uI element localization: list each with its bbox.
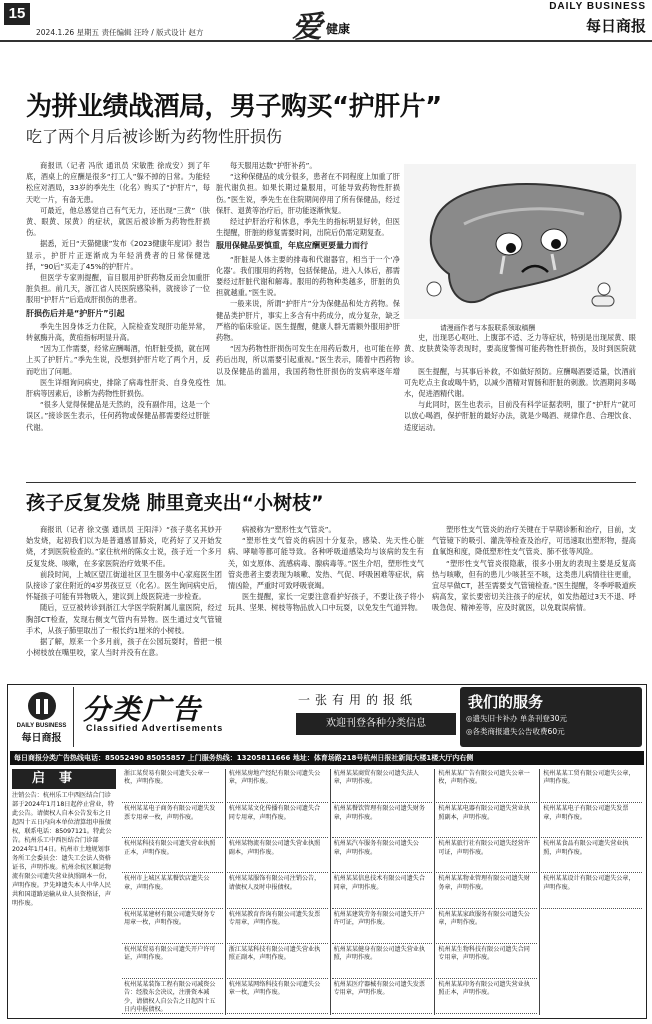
story1-subhead: 吃了两个月后被诊断为药物性肝损伤 <box>26 127 283 146</box>
notice-item: 杭州某教育咨询有限公司遗失发票专用章，声明作废。 <box>227 910 328 944</box>
ad-subtitle: Classified Advertisements <box>86 723 224 733</box>
service-line: ◎遗失旧卡补办 单条刊登30元 <box>466 714 567 723</box>
paper-name: 每日商报 <box>585 17 646 35</box>
logo-paper: 每日商报 <box>21 733 62 744</box>
story1-col2 <box>216 160 400 478</box>
services-title: 我们的服务 <box>468 693 544 711</box>
notice-item: 杭州某旅行社有限公司遗失经营许可证，声明作废。 <box>436 839 537 873</box>
para: 商报讯（记者 冯欣 通讯员 宋敏胜 徐成安）到了年底，酒桌上的应酬是很多“打工人”躲不掉的日常。为能轻松应对酒局，33岁的季先生（化名）购买了“护肝片”，每天吃一片，有备无患。 <box>26 161 210 204</box>
para: “肝脏是人体主要的排毒和代谢器官，相当于一个‘净化器’。我们服用的药物，包括保健品，进入人体后，都需要经过肝脏代谢和解毒。服用的药物种类越多，肝脏的负担就越重。”医生说。 <box>216 254 400 298</box>
para: 一般来说，所谓“护肝片”分为保健品和处方药物。保健品类护肝片，事实上多含有中药成分，成分复杂，缺乏严格的临床验证。医生提醒，健康人群无需额外服用护肝药物。 <box>216 299 400 343</box>
services-box <box>460 687 642 747</box>
para: 但医学专家则提醒，盲目服用护肝药物反而会加重肝脏负担。前几天，浙江省人民医院感染科，就接诊了一位服用“护肝片”后造成肝损伤的患者。 <box>26 273 210 305</box>
ad-title: 分类广告 <box>82 693 203 726</box>
para: 每天服用达数“护肝补药”。 <box>230 161 317 170</box>
para: 史，出现恶心呕吐、上腹部不适、乏力等症状，特别是出现尿黄、眼黄、皮肤黄染等表现时，要高度警惕可能药物性肝损伤，及时到医院就诊。 <box>404 333 636 365</box>
para: “塑形性支气管炎很隐蔽，很多小朋友的表现主要是反复高热与咳嗽，但有的患儿少咳甚至不咳，这类患儿病情往往更重，宜尽早做CT，甚至需要支气管镜检查。”医生提醒，冬季呼吸道疾病高发，家长要密切关注孩子的症状，如发热超过3天不退、呼吸急促、精神差等，应及时就医，以免耽误病情。 <box>432 558 636 613</box>
para: “因为药物性肝损伤可发生在用药后数月，也可能在停药后出现，所以需要引起重视。”医生表示，随着中西药物以及保健品的滥用，我国药物性肝损伤的发病率逐年增加。 <box>216 344 400 387</box>
para: 医生提醒，家长一定要注意看护好孩子，不要让孩子将小玩具、坚果、树枝等物品放入口中玩耍，以免发生气道异物。 <box>228 592 424 613</box>
notice-item: 杭州某某物业管理有限公司遗失财务章，声明作废。 <box>436 874 537 908</box>
notice-item: 杭州某某服饰有限公司注销公告，请债权人及时申报债权。 <box>227 874 328 908</box>
dateline: 2024.1.26 星期五 责任编辑 汪玲 / 版式设计 赵方 <box>36 28 204 37</box>
notice-item: 杭州某房地产经纪有限公司遗失公章，声明作废。 <box>227 769 328 803</box>
page-number: 15 <box>4 3 30 25</box>
notice-item: 杭州某科技有限公司遗失营业执照正本，声明作废。 <box>122 839 223 873</box>
story2-col3 <box>432 524 636 678</box>
hotline-bar: 每日商报分类广告热线电话：85052490 85055857 上门服务热线：13205811666 地址：体育场路218号杭州日报社新闻大楼1楼大厅内右侧 <box>10 751 644 765</box>
notice-grid <box>120 769 644 1015</box>
notice-item: 杭州某物流有限公司遗失营业执照副本，声明作废。 <box>227 839 328 873</box>
story1-col1 <box>26 160 210 478</box>
figure-caption: 请漫画作者与本报联系领取稿酬 <box>440 324 536 332</box>
liver-illustration-icon <box>404 164 636 319</box>
column-divider <box>434 769 435 1015</box>
notice-item: 杭州某汽车服务有限公司遗失公章，声明作废。 <box>332 839 433 873</box>
notice-item: 杭州某某广告有限公司遗失公章一枚，声明作废。 <box>436 769 537 803</box>
ad-slogan-box: 欢迎刊登各种分类信息 <box>296 713 456 735</box>
para: 塑形性支气管炎的治疗关键在于早期诊断和治疗，目前，支气管镜下的吸引、灌洗等检查及治疗，可迅速取出塑形物，提高血氧饱和度，降低塑形性支气管炎、肺不张等风险。 <box>432 525 636 557</box>
paper-logo <box>10 687 74 747</box>
para: 前段时间，上城区望江街道社区卫生服务中心家庭医生团队接诊了家住附近的4岁男孩豆豆（化名）。医生询问病史后，怀疑孩子可能有异物吸入，建议到上级医院进一步检查。 <box>26 569 222 602</box>
notice-item: 杭州某医疗器械有限公司遗失发票专用章，声明作废。 <box>332 980 433 1014</box>
notice-item: 杭州某某文化传播有限公司遗失合同专用章，声明作废。 <box>227 804 328 838</box>
column-divider <box>539 769 540 1015</box>
notice-item: 杭州某某装饰工程有限公司减资公告：经股东会决议，注册资本减少，请债权人自公告之日起四十五日内申报债权。 <box>122 980 223 1014</box>
para: “因为工作需要，经常应酬喝酒，怕肝脏受损，就在网上买了护肝片。”季先生说，没想到护肝片吃了两个月，反而吃出了问题。 <box>26 344 210 376</box>
notice-item: 杭州某某电子有限公司遗失发票章，声明作废。 <box>541 804 642 838</box>
notice-item: 杭州某某网络科技有限公司遗失公章一枚，声明作废。 <box>227 980 328 1014</box>
notice-item: 浙江某某科技有限公司遗失营业执照正副本，声明作废。 <box>227 945 328 979</box>
para: 医生详细询问病史，排除了病毒性肝炎、自身免疫性肝病等因素后，诊断为药物性肝损伤。 <box>26 377 210 399</box>
para: 据了解，原来一个多月前，孩子在公园玩耍时，曾把一根小树枝放在嘴里咬，家人当时并没有在意。 <box>26 637 222 658</box>
notice-item: 杭州某某家政服务有限公司遗失公章，声明作废。 <box>436 910 537 944</box>
notice-item: 杭州某食品有限公司遗失营业执照，声明作废。 <box>541 839 642 873</box>
story1-col3 <box>404 332 636 480</box>
para: “塑形性支气管炎的病因十分复杂，感染、先天性心脏病、哮喘等都可能导致。各种呼吸道感染均与该病的发生有关，如支原体、流感病毒、腺病毒等。”医生介绍，塑形性支气管炎患者主要表现为咳嗽、发热、气促、呼吸困难等症状，病情凶险，严重时可致呼吸衰竭。 <box>228 536 424 591</box>
notice-item: 杭州某某商贸有限公司遗失法人章，声明作废。 <box>332 769 433 803</box>
column-divider <box>225 769 226 1015</box>
notice-item: 杭州某某建材有限公司遗失财务专用章一枚，声明作废。 <box>122 910 223 944</box>
story2-col1 <box>26 524 222 678</box>
para: “很多人觉得保健品是天然的，没有副作用，这是一个误区。”接诊医生表示，任何药物或保健品都需要经过肝脏代谢。 <box>26 400 210 432</box>
para: 病被称为“塑形性支气管炎”。 <box>242 525 336 534</box>
para: 经过护肝治疗和休息，季先生的指标明显好转，但医生提醒，肝脏的修复需要时间，出院后仍需定期复查。 <box>216 217 400 238</box>
notice-item: 杭州某某设计有限公司遗失公章，声明作废。 <box>541 874 642 908</box>
para: 据悉，近日“天猫健康”发布《2023健康年度词》报告显示，护肝片正逐渐成为年轻消费者的日常保健选择，“90后”买走了45%的护肝片。 <box>26 239 210 271</box>
classified-ad-section <box>7 684 647 1019</box>
notice-item: 杭州某某信息技术有限公司遗失合同章，声明作废。 <box>332 874 433 908</box>
notice-item: 杭州某某电子商务有限公司遗失发票专用章一枚，声明作废。 <box>122 804 223 838</box>
paper-logo-icon <box>27 691 57 721</box>
section-logo-char: 爱 <box>292 10 322 45</box>
subheading: 服用保健品要慎重，年底应酬更要量力而行 <box>216 241 368 251</box>
notice-item: 杭州某餐饮管理有限公司遗失财务章，声明作废。 <box>332 804 433 838</box>
para: 与此同时，医生也表示，目前没有科学证据表明，服了“护肝片”就可以放心喝酒，保护肝脏的最好办法，就是少喝酒、规律作息、合理饮食、适度运动。 <box>404 400 636 432</box>
column-divider <box>330 769 331 1015</box>
ad-slogan: 一张有用的报纸 <box>298 693 418 707</box>
para: 商报讯（记者 徐文强 通讯员 王阳洋）“孩子莫名其妙开始发烧，起初我们以为是普通感冒肺炎，吃药好了又开始发烧，才到医院检查的。”家住杭州的陈女士说，孩子近一个多月反复发烧、咳嗽，在多家医院治疗效果不佳。 <box>26 525 222 568</box>
notice-item: 浙江某贸易有限公司遗失公章一枚，声明作废。 <box>122 769 223 803</box>
qishi-body: 注销公告：杭州乐工中西医结合门诊部于2024年1月18日起停止营业，特此公告。请债权人自本公告发布之日起四十五日内向本单位清算组申报债权，联系电话：85097121。特此公告。杭州乐工中西医结合门诊部 2024年1月4日。杭州市土地规划事务所工会委员会：遗失工会法人资格证书，声明作废。杭州余杭区顺运物流有限公司遗失营业执照副本一份，声明作废。尹先坤遗失本人中华人民共和国道路运输从业人员资格证，声明作废。 <box>12 792 114 907</box>
notice-item: 杭州市上城区某某餐饮店遗失公章，声明作废。 <box>122 874 223 908</box>
para: 可最近，他总感觉自己有气无力，还出现“三黄”（肤黄、眼黄、尿黄）的症状，就医后被诊断为药物性肝损伤。 <box>26 205 210 238</box>
notice-item: 杭州某某印务有限公司遗失营业执照正本，声明作废。 <box>436 980 537 1014</box>
divider <box>26 482 636 483</box>
notice-item: 杭州某某健身有限公司遗失营业执照，声明作废。 <box>332 945 433 979</box>
para: 随后，豆豆被转诊到浙江大学医学院附属儿童医院，经过胸部CT检查，发现右侧支气管内有异物。医生通过支气管镜手术，从孩子肺里取出了一根长约1厘米的小树枝。 <box>26 603 222 635</box>
logo-brand: DAILY BUSINESS <box>16 723 67 729</box>
notice-item: 杭州某某电器有限公司遗失营业执照副本，声明作废。 <box>436 804 537 838</box>
story2-col2 <box>228 524 424 678</box>
notice-item: 杭州某建筑劳务有限公司遗失开户许可证，声明作废。 <box>332 910 433 944</box>
page-header <box>0 0 652 45</box>
para: 季先生因身体乏力住院，入院检查发现肝功能异常，转氨酶升高，黄疸指标明显升高。 <box>26 321 210 343</box>
notice-item: 杭州某贸易有限公司遗失开户许可证，声明作废。 <box>122 945 223 979</box>
brand-en: DAILY BUSINESS <box>549 1 646 12</box>
notice-item: 杭州某某工贸有限公司遗失公章，声明作废。 <box>541 769 642 803</box>
notice-item: 杭州某生物科技有限公司遗失合同专用章，声明作废。 <box>436 945 537 979</box>
subheading: 肝损伤后并是“护肝片”引起 <box>26 308 125 318</box>
service-line: ◎各类商报遗失公告收费60元 <box>466 727 565 736</box>
story2-headline: 孩子反复发烧 肺里竟夹出“小树枝” <box>26 492 324 514</box>
qishi-label: 启事 <box>12 769 116 789</box>
para: “这种保健品的成分很多，患者在不同程度上加重了肝脏代谢负担。如果长期过量服用，可能导致药物性肝损伤。”医生说，季先生在住院期间停用了所有保健品，经过保肝、退黄等治疗后，肝功能逐渐恢复。 <box>216 172 400 215</box>
story1-headline: 为拼业绩战酒局，男子购买“护肝片” <box>26 92 442 122</box>
para: 医生提醒，与其事后补救，不如做好预防。应酬喝酒要适量，饮酒前可先吃点主食或喝牛奶，以减少酒精对胃肠和肝脏的刺激。饮酒期间多喝水，促进酒精代谢。 <box>404 366 636 399</box>
liver-cartoon <box>404 164 636 319</box>
section-name: 健康 <box>326 22 351 36</box>
